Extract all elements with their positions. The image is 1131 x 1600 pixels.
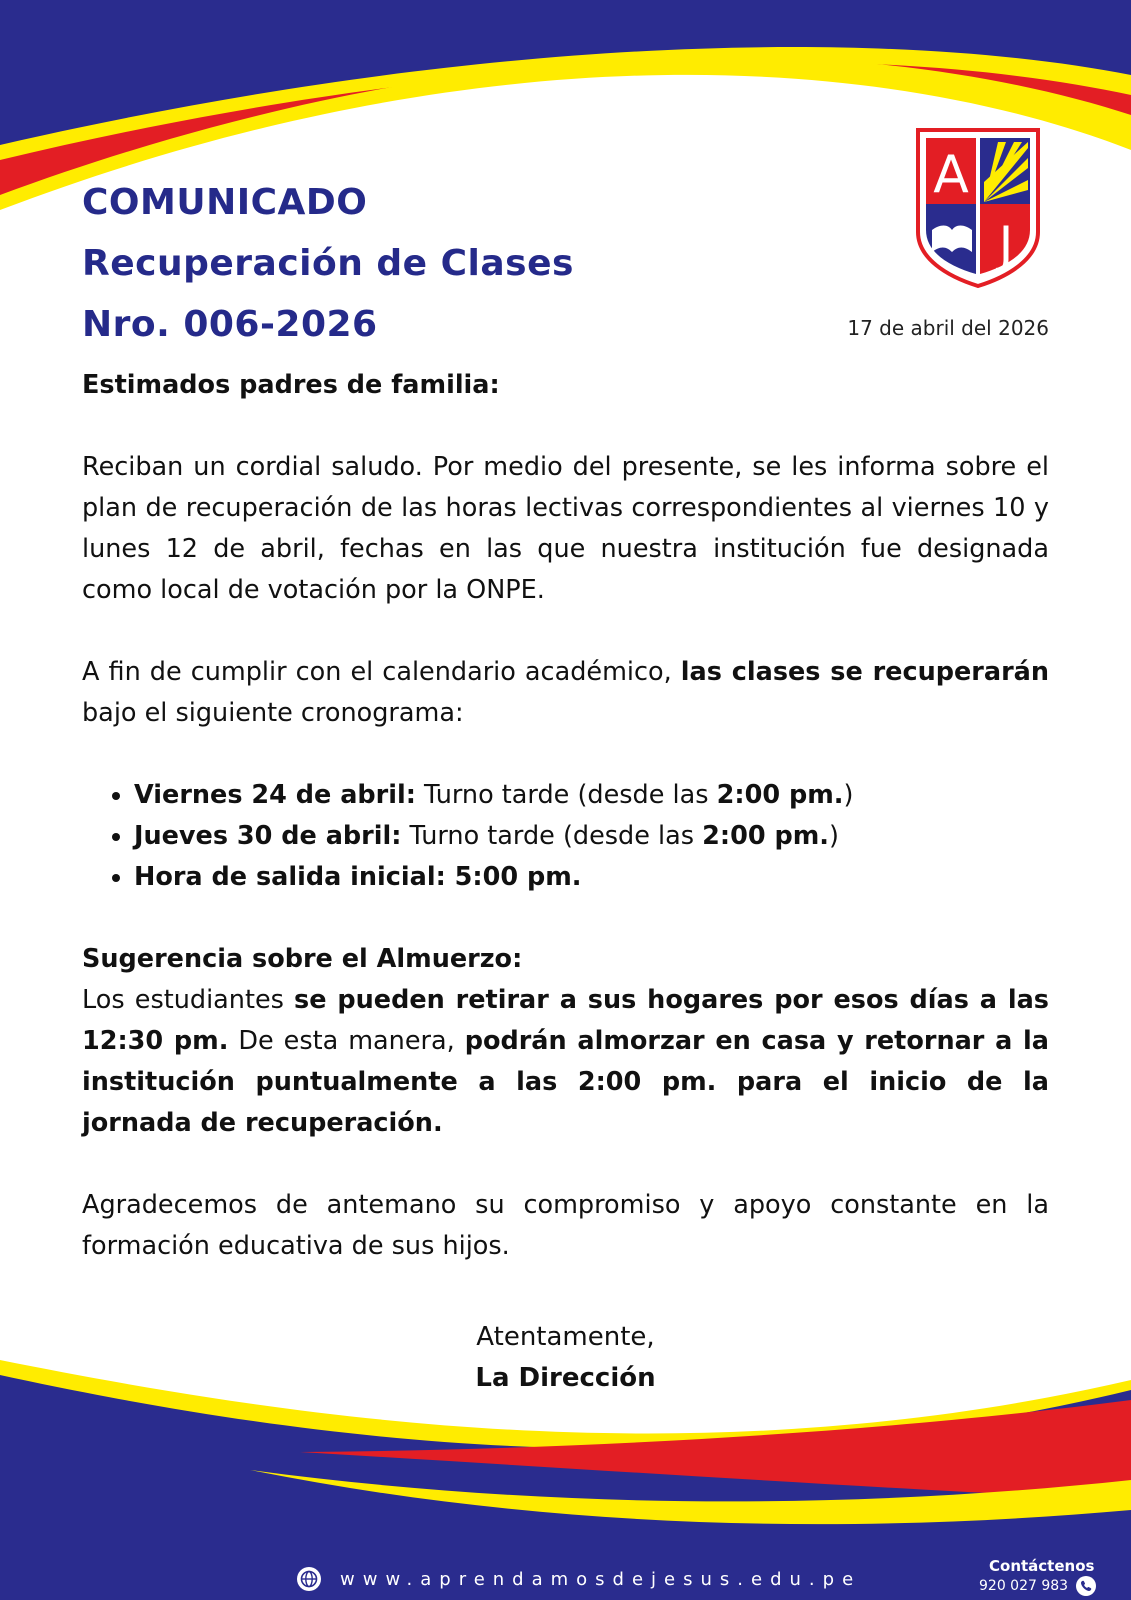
- schedule-list: [82, 775, 1049, 898]
- title-comunicado: COMUNICADO: [82, 182, 368, 223]
- farewell: Atentamente,: [476, 1322, 655, 1352]
- contact-label: Contáctenos: [989, 1557, 1095, 1575]
- logo-letter-a: A: [933, 145, 969, 205]
- letter-body: [82, 365, 1049, 1267]
- footer-contact: [979, 1556, 1109, 1596]
- title-subject: Recuperación de Clases: [82, 243, 574, 284]
- footer-website[interactable]: [296, 1565, 861, 1593]
- globe-icon: [296, 1566, 322, 1592]
- title-number: Nro. 006-2026: [82, 304, 378, 345]
- document-title: [82, 172, 574, 355]
- phone-icon: [1076, 1576, 1096, 1596]
- greeting: Estimados padres de familia:: [82, 370, 500, 400]
- list-item: • Jueves 30 de abril: Turno tarde (desde las 2:00 pm.): [134, 816, 1049, 857]
- calendar-paragraph: A fin de cumplir con el calendario académico, las clases se recuperarán bajo el siguiente cronograma:: [82, 657, 1050, 728]
- lunch-title: Sugerencia sobre el Almuerzo:: [82, 944, 523, 974]
- closing-block: [0, 1317, 1131, 1399]
- document-date: 17 de abril del 2026: [847, 316, 1049, 340]
- phone-number[interactable]: 920 027 983: [979, 1578, 1069, 1594]
- list-item: • Hora de salida inicial: 5:00 pm.: [134, 857, 1049, 898]
- website-link[interactable]: www.aprendamosdejesus.edu.pe: [340, 1568, 862, 1590]
- signature: La Dirección: [475, 1363, 656, 1393]
- contact-phone[interactable]: [979, 1576, 1109, 1596]
- thanks-paragraph: Agradecemos de antemano su compromiso y apoyo constante en la formación educativa de sus hijos.: [82, 1190, 1049, 1261]
- list-item: • Viernes 24 de abril: Turno tarde (desde las 2:00 pm.): [134, 775, 1049, 816]
- logo-letter-j: J: [998, 216, 1014, 274]
- intro-paragraph: Reciban un cordial saludo. Por medio del presente, se les informa sobre el plan de recuperación de las horas lectivas correspondientes al viernes 10 y lunes 12 de abril, fechas en las que nuestra institución fue designada como local de votación por la ONPE.: [82, 452, 1049, 605]
- school-logo: [914, 128, 1042, 288]
- lunch-paragraph: Los estudiantes se pueden retirar a sus hogares por esos días a las 12:30 pm. De esta manera, podrán almorzar en casa y retornar a la institución puntualmente a las 2:00 pm. para el inicio de la jornada de recuperación.: [82, 985, 1049, 1138]
